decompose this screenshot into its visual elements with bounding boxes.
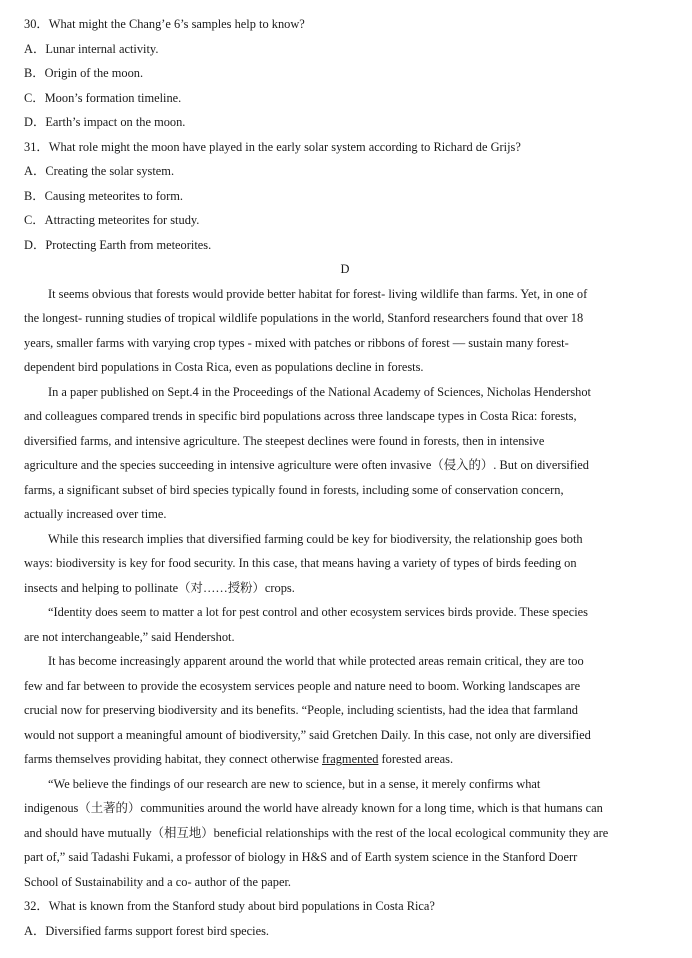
question-31-option-b: B．Causing meteorites to form. bbox=[24, 188, 183, 203]
question-32-option-a: A．Diversified farms support forest bird species. bbox=[24, 923, 269, 938]
passage-line: dependent bird populations in Costa Rica, even as populations decline in forests. bbox=[24, 360, 424, 374]
passage-text: farms themselves providing habitat, they connect otherwise bbox=[24, 752, 322, 766]
passage-line: would not support a meaningful amount of biodiversity,” said Gretchen Daily. In this case, not only are diversified bbox=[24, 727, 591, 742]
question-31-option-c: C．Attracting meteorites for study. bbox=[24, 213, 200, 227]
passage-line: the longest- running studies of tropical wildlife populations in the world, Stanford researchers found that over 18 bbox=[24, 311, 584, 325]
passage-line: actually increased over time. bbox=[24, 507, 167, 521]
passage-line: farms, a significant subset of bird species typically found in forests, including some of conservation concern, bbox=[24, 482, 564, 497]
underlined-word-fragmented: fragmented bbox=[321, 752, 379, 766]
passage-line: are not interchangeable,” said Hendershot. bbox=[24, 629, 235, 644]
passage-heading: D bbox=[340, 262, 350, 276]
question-30-option-c: C．Moon’s formation timeline. bbox=[24, 90, 182, 105]
question-30-option-b: B．Origin of the moon. bbox=[24, 66, 144, 80]
question-31-option-a: A．Creating the solar system. bbox=[24, 164, 175, 178]
passage-line: and colleagues compared trends in specific bird populations across three landscape types in Costa Rica: forests, bbox=[24, 409, 577, 423]
passage-line: While this research implies that diversified farming could be key for biodiversity, the relationship goes both bbox=[48, 531, 583, 546]
passage-text: forested areas. bbox=[378, 752, 454, 766]
passage-line: School of Sustainability and a co- author of the paper. bbox=[24, 874, 292, 889]
passage-line: indigenous（土著的）communities around the world have already known for a long time, which is that humans can bbox=[24, 801, 603, 815]
question-30-option-d: D．Earth’s impact on the moon. bbox=[24, 115, 186, 129]
passage-line: insects and helping to pollinate（对……授粉）crops. bbox=[24, 580, 295, 595]
question-31-option-d: D．Protecting Earth from meteorites. bbox=[24, 237, 212, 252]
question-32-stem: 32．What is known from the Stanford study about bird populations in Costa Rica? bbox=[24, 899, 435, 913]
passage-line: “Identity does seem to matter a lot for pest control and other ecosystem services birds provide. These species bbox=[48, 605, 588, 619]
passage-line: and should have mutually（相互地）beneficial relationships with the rest of the local ecological community they are bbox=[24, 825, 609, 840]
passage-line: crucial now for preserving biodiversity and its benefits. “People, including scientists, had the idea that farmland bbox=[24, 703, 578, 717]
passage-line: It has become increasingly apparent around the world that while protected areas remain critical, they are too bbox=[48, 654, 584, 668]
question-30-option-a: A．Lunar internal activity. bbox=[24, 41, 159, 56]
passage-line: part of,” said Tadashi Fukami, a professor of biology in H&S and of Earth system science in the Stanford Doerr bbox=[24, 850, 578, 864]
passage-line: years, smaller farms with varying crop types - mixed with patches or ribbons of forest — sustain many forest- bbox=[24, 335, 569, 350]
question-30-stem: 30．What might the Chang’e 6’s samples help to know? bbox=[24, 17, 305, 31]
passage-line: “We believe the findings of our research are new to science, but in a sense, it merely confirms what bbox=[48, 776, 541, 791]
passage-line: few and far between to provide the ecosystem services people and nature need to boom. Working landscapes are bbox=[24, 678, 581, 693]
passage-line: diversified farms, and intensive agriculture. The steepest declines were found in forests, then in intensive bbox=[24, 433, 545, 448]
passage-line: ways: biodiversity is key for food security. In this case, that means having a variety of types of birds feeding on bbox=[24, 556, 577, 570]
question-31-stem: 31．What role might the moon have played in the early solar system according to Richard de Grijs? bbox=[24, 139, 521, 154]
passage-line: It seems obvious that forests would provide better habitat for forest- living wildlife than farms. Yet, in one of bbox=[48, 286, 588, 301]
passage-line: In a paper published on Sept.4 in the Proceedings of the National Academy of Sciences, Nicholas Hendershot bbox=[48, 384, 591, 399]
passage-line: agriculture and the species succeeding in intensive agriculture were often invasive（侵入的）. But on diversified bbox=[24, 458, 589, 472]
passage-line bbox=[24, 747, 666, 772]
